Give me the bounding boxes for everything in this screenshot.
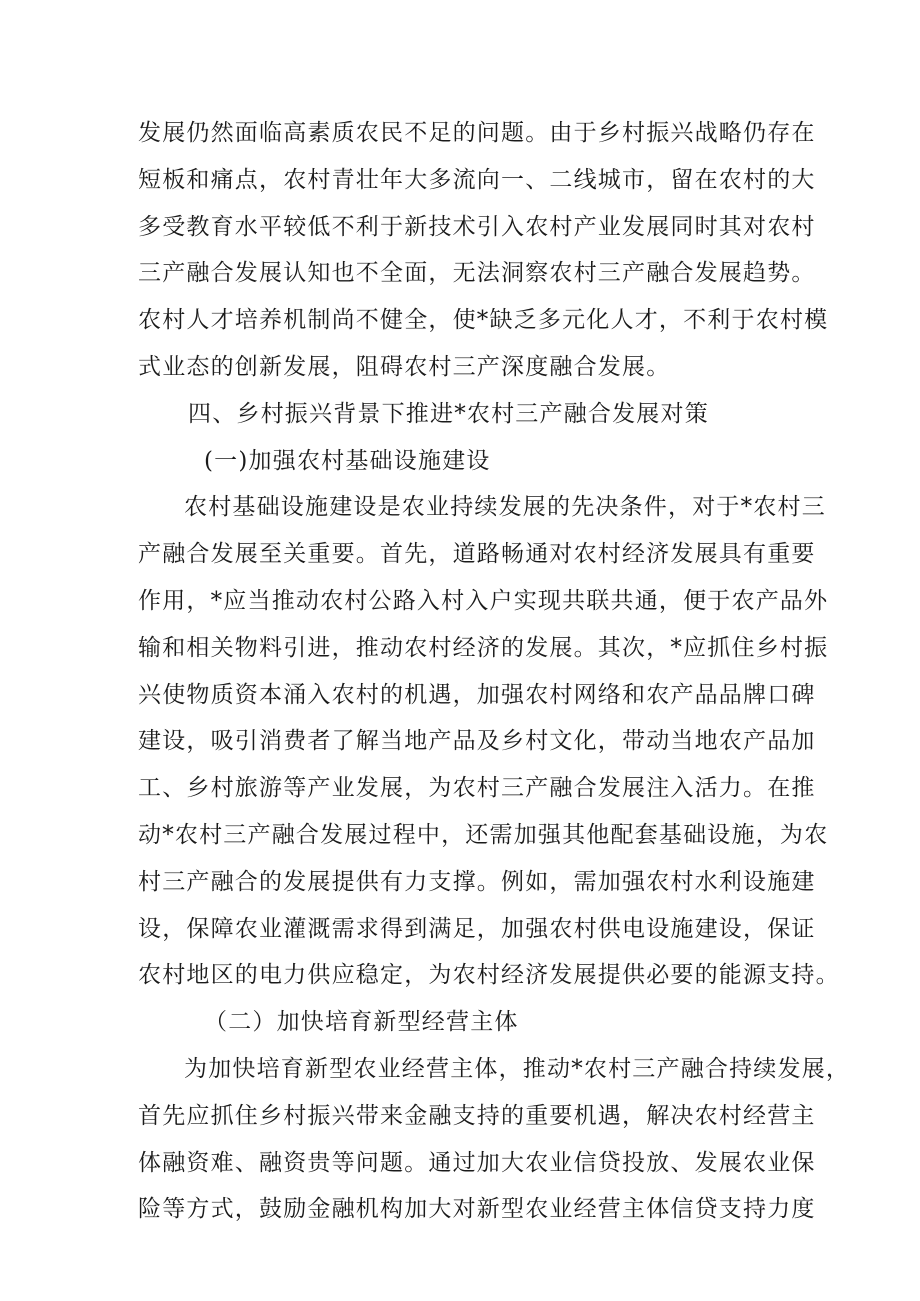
text-line: 短板和痛点，农村青壮年大多流向一、二线城市，留在农村的大 [138, 166, 816, 193]
text-line: 首先应抓住乡村振兴带来金融支持的重要机遇，解决农村经营主 [138, 1102, 816, 1129]
text-line: 农村基础设施建设是农业持续发展的先决条件，对于*农村三 [184, 494, 826, 521]
paragraph-infrastructure [138, 484, 840, 999]
text-line: 产融合发展至关重要。首先，道路畅通对农村经济发展具有重要 [138, 541, 816, 568]
text-line: 发展仍然面临高素质农民不足的问题。由于乡村振兴战略仍存在 [138, 120, 816, 146]
text-line: 农村人才培养机制尚不健全，使*缺乏多元化人才，不利于农村模 [138, 307, 829, 334]
subsection-heading-new-entities: （二）加快培育新型经营主体 [204, 1009, 519, 1036]
text-line: 险等方式，鼓励金融机构加大对新型农业经营主体信贷支持力度 [138, 1196, 816, 1223]
document-body [138, 110, 851, 1233]
subsection-heading-infrastructure: (一)加强农村基础设施建设 [204, 447, 491, 474]
text-line: 输和相关物料引进，推动农村经济的发展。其次，*应抓住乡村振 [138, 634, 829, 661]
text-line: 农村地区的电力供应稳定，为农村经济发展提供必要的能源支持。 [138, 962, 840, 989]
text-line: 为加快培育新型农业经营主体，推动*农村三产融合持续发展， [184, 1055, 851, 1082]
text-line: 兴使物质资本涌入农村的机遇，加强农村网络和农产品品牌口碑 [138, 681, 816, 708]
text-line: 作用，*应当推动农村公路入村入户实现共联共通，便于农产品外 [138, 587, 829, 614]
text-line: 式业态的创新发展，阻碍农村三产深度融合发展。 [138, 353, 671, 380]
text-line: 村三产融合的发展提供有力支撑。例如，需加强农村水利设施建 [138, 868, 816, 895]
text-line: 动*农村三产融合发展过程中，还需加强其他配套基础设施，为农 [138, 821, 829, 848]
text-line: 工、乡村旅游等产业发展，为农村三产融合发展注入活力。在推 [138, 775, 816, 802]
paragraph-new-entities [138, 1046, 851, 1233]
section-heading: 四、乡村振兴背景下推进*农村三产融合发展对策 [188, 400, 709, 427]
text-line: 建设，吸引消费者了解当地产品及乡村文化，带动当地农产品加 [138, 728, 816, 755]
text-line: 设，保障农业灌溉需求得到满足，加强农村供电设施建设，保证 [138, 915, 816, 942]
text-line: 体融资难、融资贵等问题。通过加大农业信贷投放、发展农业保 [138, 1149, 816, 1176]
text-line: 多受教育水平较低不利于新技术引入农村产业发展同时其对农村 [138, 213, 816, 240]
paragraph-rural-talent [138, 110, 829, 391]
text-line: 三产融合发展认知也不全面，无法洞察农村三产融合发展趋势。 [138, 260, 816, 287]
